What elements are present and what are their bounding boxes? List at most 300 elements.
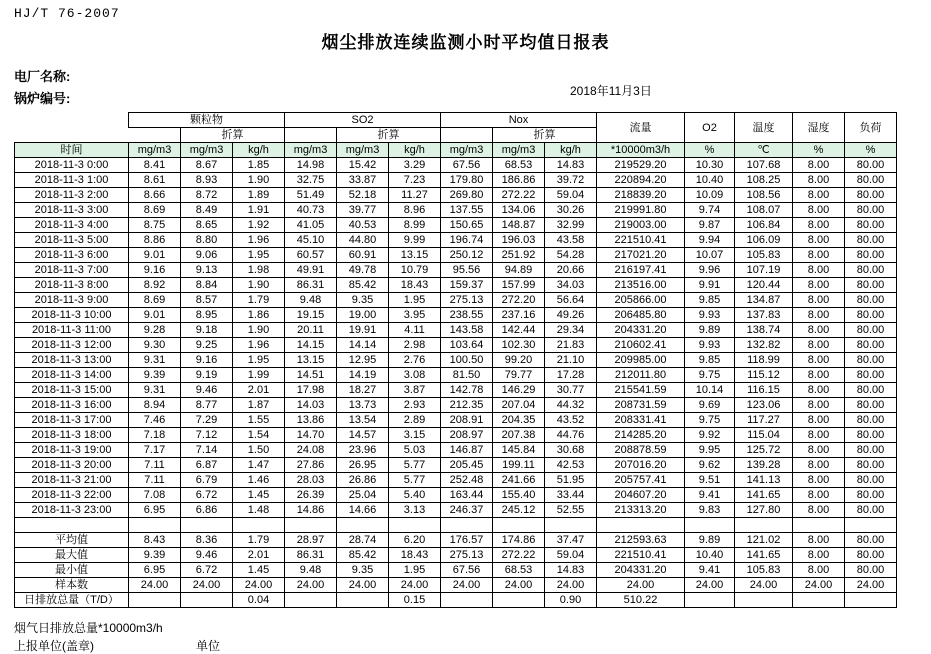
cell-value: 26.95 <box>337 458 389 473</box>
cell-value: 10.40 <box>685 173 735 188</box>
cell-value: 1.79 <box>233 293 285 308</box>
cell-value: 10.14 <box>685 383 735 398</box>
cell-value: 138.74 <box>735 323 793 338</box>
cell-value: 8.00 <box>793 413 845 428</box>
cell-value: 117.27 <box>735 413 793 428</box>
summary-value: 28.74 <box>337 533 389 548</box>
cell-value: 18.27 <box>337 383 389 398</box>
header-group-flow: 流量 <box>597 113 685 143</box>
footer-reporting-unit: 上报单位(盖章) <box>14 639 94 653</box>
header-so2-sub-blank <box>285 128 337 143</box>
summary-label: 最大值 <box>15 548 129 563</box>
cell-value: 80.00 <box>845 218 897 233</box>
cell-time: 2018-11-3 6:00 <box>15 248 129 263</box>
summary-value: 24.00 <box>337 578 389 593</box>
cell-value: 219003.00 <box>597 218 685 233</box>
cell-value: 8.57 <box>181 293 233 308</box>
cell-value: 45.10 <box>285 233 337 248</box>
summary-value: 9.46 <box>181 548 233 563</box>
cell-value: 102.30 <box>493 338 545 353</box>
cell-value: 43.58 <box>545 233 597 248</box>
cell-value: 10.30 <box>685 158 735 173</box>
cell-value: 8.00 <box>793 428 845 443</box>
header-row-group <box>15 113 897 128</box>
cell-value: 30.77 <box>545 383 597 398</box>
cell-value: 214285.20 <box>597 428 685 443</box>
cell-value: 52.55 <box>545 503 597 518</box>
summary-label: 样本数 <box>15 578 129 593</box>
cell-value: 246.37 <box>441 503 493 518</box>
cell-value: 9.01 <box>129 248 181 263</box>
cell-value: 143.58 <box>441 323 493 338</box>
summary-value: 80.00 <box>845 563 897 578</box>
summary-value: 28.97 <box>285 533 337 548</box>
cell-value: 6.95 <box>129 503 181 518</box>
summary-value: 8.00 <box>793 563 845 578</box>
report-date: 2018年11月3日 <box>570 84 652 98</box>
cell-value: 25.04 <box>337 488 389 503</box>
cell-value: 9.39 <box>129 368 181 383</box>
header-group-pm: 颗粒物 <box>129 113 285 128</box>
cell-value: 205866.00 <box>597 293 685 308</box>
cell-value: 26.39 <box>285 488 337 503</box>
cell-value: 209985.00 <box>597 353 685 368</box>
spacer-cell <box>493 518 545 533</box>
cell-value: 32.99 <box>545 218 597 233</box>
cell-value: 41.05 <box>285 218 337 233</box>
table-row <box>15 398 897 413</box>
cell-time: 2018-11-3 2:00 <box>15 188 129 203</box>
cell-value: 67.56 <box>441 158 493 173</box>
summary-value: 85.42 <box>337 548 389 563</box>
cell-value: 9.85 <box>685 353 735 368</box>
cell-value: 80.00 <box>845 488 897 503</box>
cell-value: 9.74 <box>685 203 735 218</box>
summary-value: 24.00 <box>685 578 735 593</box>
cell-value: 79.77 <box>493 368 545 383</box>
plant-name-label: 电厂名称: <box>14 69 71 84</box>
cell-value: 8.00 <box>793 308 845 323</box>
header-group-temp: 温度 <box>735 113 793 143</box>
cell-value: 10.07 <box>685 248 735 263</box>
cell-value: 8.96 <box>389 203 441 218</box>
cell-value: 115.04 <box>735 428 793 443</box>
cell-value: 9.83 <box>685 503 735 518</box>
cell-value: 205757.41 <box>597 473 685 488</box>
cell-value: 21.10 <box>545 353 597 368</box>
table-row <box>15 218 897 233</box>
unit-temp: ℃ <box>735 143 793 158</box>
cell-value: 8.66 <box>129 188 181 203</box>
cell-value: 208331.41 <box>597 413 685 428</box>
cell-value: 8.84 <box>181 278 233 293</box>
cell-value: 251.92 <box>493 248 545 263</box>
cell-value: 199.11 <box>493 458 545 473</box>
cell-value: 20.66 <box>545 263 597 278</box>
unit-so2-mg: mg/m3 <box>285 143 337 158</box>
cell-value: 52.18 <box>337 188 389 203</box>
cell-value: 1.90 <box>233 173 285 188</box>
cell-value: 9.95 <box>685 443 735 458</box>
cell-value: 213313.20 <box>597 503 685 518</box>
cell-value: 28.03 <box>285 473 337 488</box>
cell-value: 19.00 <box>337 308 389 323</box>
cell-time: 2018-11-3 7:00 <box>15 263 129 278</box>
cell-value: 137.83 <box>735 308 793 323</box>
spacer-cell <box>845 518 897 533</box>
summary-value: 1.45 <box>233 563 285 578</box>
cell-value: 134.06 <box>493 203 545 218</box>
cell-value: 215541.59 <box>597 383 685 398</box>
header-so2-converted: 折算 <box>337 128 441 143</box>
cell-value: 252.48 <box>441 473 493 488</box>
cell-value: 206485.80 <box>597 308 685 323</box>
cell-value: 9.28 <box>129 323 181 338</box>
header-nox-sub-blank <box>441 128 493 143</box>
spacer-cell <box>129 518 181 533</box>
cell-value: 11.27 <box>389 188 441 203</box>
cell-value: 1.48 <box>233 503 285 518</box>
emission-blank <box>181 593 233 608</box>
cell-value: 8.00 <box>793 398 845 413</box>
cell-value: 7.11 <box>129 458 181 473</box>
unit-nox-conv: mg/m3 <box>493 143 545 158</box>
cell-value: 9.16 <box>129 263 181 278</box>
cell-value: 204.35 <box>493 413 545 428</box>
cell-time: 2018-11-3 4:00 <box>15 218 129 233</box>
daily-emission-label: 日排放总量（T/D） <box>15 593 129 608</box>
cell-value: 33.44 <box>545 488 597 503</box>
cell-value: 207016.20 <box>597 458 685 473</box>
summary-value: 212593.63 <box>597 533 685 548</box>
table-row <box>15 278 897 293</box>
cell-value: 9.99 <box>389 233 441 248</box>
cell-value: 6.72 <box>181 488 233 503</box>
cell-value: 15.42 <box>337 158 389 173</box>
cell-value: 107.68 <box>735 158 793 173</box>
unit-o2: % <box>685 143 735 158</box>
unit-nox-mg: mg/m3 <box>441 143 493 158</box>
cell-value: 9.85 <box>685 293 735 308</box>
cell-value: 20.11 <box>285 323 337 338</box>
summary-value: 174.86 <box>493 533 545 548</box>
cell-value: 1.87 <box>233 398 285 413</box>
cell-value: 14.66 <box>337 503 389 518</box>
cell-value: 13.15 <box>285 353 337 368</box>
summary-value: 24.00 <box>233 578 285 593</box>
summary-value: 24.00 <box>285 578 337 593</box>
summary-label: 平均值 <box>15 533 129 548</box>
cell-time: 2018-11-3 11:00 <box>15 323 129 338</box>
spacer-cell <box>597 518 685 533</box>
cell-value: 120.44 <box>735 278 793 293</box>
unit-so2-kgh: kg/h <box>389 143 441 158</box>
summary-value: 68.53 <box>493 563 545 578</box>
cell-value: 103.64 <box>441 338 493 353</box>
cell-value: 80.00 <box>845 368 897 383</box>
cell-value: 9.96 <box>685 263 735 278</box>
cell-value: 1.91 <box>233 203 285 218</box>
spacer-cell <box>233 518 285 533</box>
summary-value: 86.31 <box>285 548 337 563</box>
cell-value: 9.92 <box>685 428 735 443</box>
daily-emission-row <box>15 593 897 608</box>
cell-time: 2018-11-3 16:00 <box>15 398 129 413</box>
cell-value: 9.75 <box>685 368 735 383</box>
cell-time: 2018-11-3 5:00 <box>15 233 129 248</box>
cell-value: 7.29 <box>181 413 233 428</box>
cell-value: 221510.41 <box>597 233 685 248</box>
cell-value: 51.49 <box>285 188 337 203</box>
cell-value: 19.15 <box>285 308 337 323</box>
cell-value: 146.87 <box>441 443 493 458</box>
spacer-cell <box>389 518 441 533</box>
cell-value: 7.23 <box>389 173 441 188</box>
cell-value: 18.43 <box>389 278 441 293</box>
cell-value: 24.08 <box>285 443 337 458</box>
header-group-o2: O2 <box>685 113 735 143</box>
cell-value: 155.40 <box>493 488 545 503</box>
summary-value: 59.04 <box>545 548 597 563</box>
cell-value: 1.98 <box>233 263 285 278</box>
cell-value: 5.77 <box>389 473 441 488</box>
emission-blank <box>337 593 389 608</box>
cell-value: 81.50 <box>441 368 493 383</box>
cell-value: 1.89 <box>233 188 285 203</box>
spacer-row <box>15 518 897 533</box>
cell-value: 13.15 <box>389 248 441 263</box>
summary-value: 9.39 <box>129 548 181 563</box>
cell-time: 2018-11-3 20:00 <box>15 458 129 473</box>
cell-value: 9.19 <box>181 368 233 383</box>
boiler-number-label: 锅炉编号: <box>14 91 71 106</box>
cell-value: 3.87 <box>389 383 441 398</box>
summary-value: 8.43 <box>129 533 181 548</box>
cell-value: 80.00 <box>845 173 897 188</box>
cell-value: 125.72 <box>735 443 793 458</box>
cell-time: 2018-11-3 22:00 <box>15 488 129 503</box>
cell-value: 220894.20 <box>597 173 685 188</box>
header-pm-converted: 折算 <box>181 128 285 143</box>
summary-value: 24.00 <box>845 578 897 593</box>
cell-value: 80.00 <box>845 308 897 323</box>
cell-value: 115.12 <box>735 368 793 383</box>
cell-value: 8.72 <box>181 188 233 203</box>
cell-time: 2018-11-3 10:00 <box>15 308 129 323</box>
cell-value: 60.91 <box>337 248 389 263</box>
cell-value: 108.25 <box>735 173 793 188</box>
cell-value: 146.29 <box>493 383 545 398</box>
cell-value: 250.12 <box>441 248 493 263</box>
summary-value: 9.35 <box>337 563 389 578</box>
summary-value: 141.65 <box>735 548 793 563</box>
cell-value: 9.93 <box>685 308 735 323</box>
cell-value: 13.86 <box>285 413 337 428</box>
cell-value: 8.92 <box>129 278 181 293</box>
cell-value: 1.86 <box>233 308 285 323</box>
cell-value: 9.62 <box>685 458 735 473</box>
cell-value: 8.00 <box>793 218 845 233</box>
cell-value: 9.69 <box>685 398 735 413</box>
spacer-cell <box>735 518 793 533</box>
cell-value: 80.00 <box>845 293 897 308</box>
summary-value: 2.01 <box>233 548 285 563</box>
unit-flow: *10000m3/h <box>597 143 685 158</box>
cell-value: 8.61 <box>129 173 181 188</box>
cell-time: 2018-11-3 12:00 <box>15 338 129 353</box>
cell-value: 23.96 <box>337 443 389 458</box>
cell-value: 80.00 <box>845 158 897 173</box>
table-row <box>15 263 897 278</box>
cell-value: 8.86 <box>129 233 181 248</box>
cell-value: 7.11 <box>129 473 181 488</box>
cell-value: 8.94 <box>129 398 181 413</box>
cell-value: 8.00 <box>793 263 845 278</box>
table-row <box>15 323 897 338</box>
cell-value: 2.89 <box>389 413 441 428</box>
summary-value: 80.00 <box>845 548 897 563</box>
table-row <box>15 413 897 428</box>
unit-pm-mg: mg/m3 <box>129 143 181 158</box>
cell-value: 80.00 <box>845 398 897 413</box>
cell-value: 132.82 <box>735 338 793 353</box>
cell-value: 43.52 <box>545 413 597 428</box>
cell-value: 150.65 <box>441 218 493 233</box>
cell-value: 116.15 <box>735 383 793 398</box>
summary-row <box>15 533 897 548</box>
cell-value: 8.65 <box>181 218 233 233</box>
cell-value: 8.00 <box>793 383 845 398</box>
header-group-nox: Nox <box>441 113 597 128</box>
cell-value: 217021.20 <box>597 248 685 263</box>
cell-time: 2018-11-3 0:00 <box>15 158 129 173</box>
cell-value: 245.12 <box>493 503 545 518</box>
header-pm-sub-blank <box>129 128 181 143</box>
cell-value: 8.00 <box>793 368 845 383</box>
cell-value: 12.95 <box>337 353 389 368</box>
cell-value: 106.09 <box>735 233 793 248</box>
cell-value: 213516.00 <box>597 278 685 293</box>
cell-value: 1.96 <box>233 233 285 248</box>
cell-value: 21.83 <box>545 338 597 353</box>
cell-value: 8.67 <box>181 158 233 173</box>
spacer-cell <box>337 518 389 533</box>
summary-value: 80.00 <box>845 533 897 548</box>
cell-value: 86.31 <box>285 278 337 293</box>
cell-value: 208.91 <box>441 413 493 428</box>
table-row <box>15 203 897 218</box>
cell-time: 2018-11-3 3:00 <box>15 203 129 218</box>
summary-value: 8.00 <box>793 548 845 563</box>
cell-value: 9.91 <box>685 278 735 293</box>
table-row <box>15 443 897 458</box>
page-title: 烟尘排放连续监测小时平均值日报表 <box>321 33 610 52</box>
table-row <box>15 503 897 518</box>
cell-value: 14.51 <box>285 368 337 383</box>
cell-value: 204607.20 <box>597 488 685 503</box>
cell-value: 1.50 <box>233 443 285 458</box>
cell-value: 42.53 <box>545 458 597 473</box>
cell-value: 9.75 <box>685 413 735 428</box>
emission-blank <box>441 593 493 608</box>
cell-value: 8.00 <box>793 338 845 353</box>
cell-value: 1.96 <box>233 338 285 353</box>
cell-value: 269.80 <box>441 188 493 203</box>
cell-value: 8.00 <box>793 203 845 218</box>
cell-value: 44.32 <box>545 398 597 413</box>
cell-value: 163.44 <box>441 488 493 503</box>
unit-humidity: % <box>793 143 845 158</box>
cell-value: 141.13 <box>735 473 793 488</box>
summary-value: 275.13 <box>441 548 493 563</box>
cell-value: 1.95 <box>233 353 285 368</box>
cell-value: 9.25 <box>181 338 233 353</box>
spacer-cell <box>685 518 735 533</box>
cell-value: 9.94 <box>685 233 735 248</box>
summary-value: 24.00 <box>597 578 685 593</box>
summary-value: 9.48 <box>285 563 337 578</box>
cell-value: 9.93 <box>685 338 735 353</box>
cell-value: 8.00 <box>793 443 845 458</box>
summary-value: 9.41 <box>685 563 735 578</box>
table-row <box>15 188 897 203</box>
cell-value: 8.00 <box>793 173 845 188</box>
summary-row <box>15 548 897 563</box>
cell-value: 272.20 <box>493 293 545 308</box>
cell-value: 39.72 <box>545 173 597 188</box>
spacer-cell <box>545 518 597 533</box>
cell-value: 9.87 <box>685 218 735 233</box>
emission-nox-total: 0.90 <box>545 593 597 608</box>
cell-value: 179.80 <box>441 173 493 188</box>
cell-value: 59.04 <box>545 188 597 203</box>
cell-value: 17.98 <box>285 383 337 398</box>
table-row <box>15 173 897 188</box>
cell-value: 56.64 <box>545 293 597 308</box>
cell-value: 80.00 <box>845 278 897 293</box>
emission-blank <box>735 593 793 608</box>
cell-value: 196.74 <box>441 233 493 248</box>
footer-unit: 单位 <box>196 639 221 653</box>
cell-value: 30.26 <box>545 203 597 218</box>
table-row <box>15 428 897 443</box>
cell-value: 141.65 <box>735 488 793 503</box>
cell-value: 9.35 <box>337 293 389 308</box>
cell-value: 219991.80 <box>597 203 685 218</box>
cell-value: 205.45 <box>441 458 493 473</box>
cell-value: 44.80 <box>337 233 389 248</box>
cell-value: 208731.59 <box>597 398 685 413</box>
cell-value: 80.00 <box>845 413 897 428</box>
summary-value: 9.89 <box>685 533 735 548</box>
cell-value: 8.80 <box>181 233 233 248</box>
cell-value: 80.00 <box>845 473 897 488</box>
summary-value: 24.00 <box>129 578 181 593</box>
cell-value: 157.99 <box>493 278 545 293</box>
cell-time: 2018-11-3 17:00 <box>15 413 129 428</box>
header-nox-converted: 折算 <box>493 128 597 143</box>
summary-value: 6.95 <box>129 563 181 578</box>
cell-value: 14.57 <box>337 428 389 443</box>
cell-value: 207.04 <box>493 398 545 413</box>
summary-value: 6.72 <box>181 563 233 578</box>
spacer-cell <box>15 518 129 533</box>
cell-value: 33.87 <box>337 173 389 188</box>
spacer-cell <box>285 518 337 533</box>
cell-value: 186.86 <box>493 173 545 188</box>
cell-value: 272.22 <box>493 188 545 203</box>
cell-value: 9.13 <box>181 263 233 278</box>
